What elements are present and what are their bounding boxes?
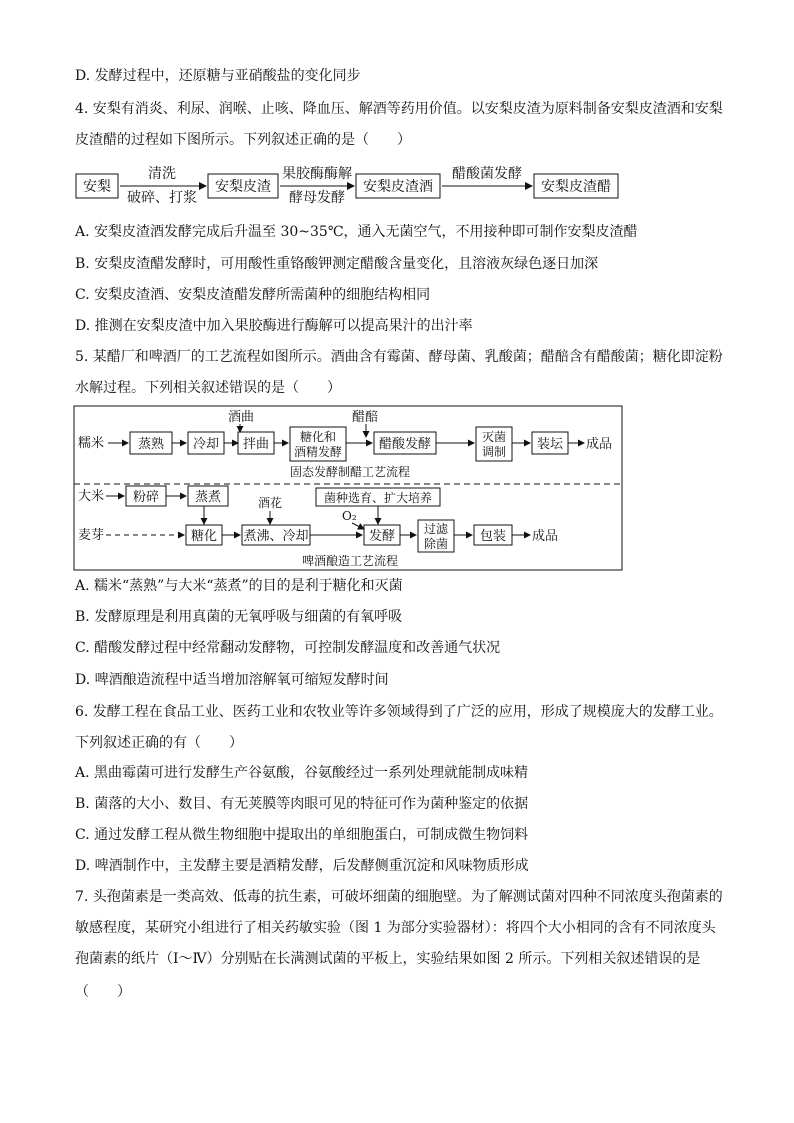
beer-step-boil-label: 煮沸、冷却: [243, 529, 309, 544]
q6-option-b: B. 菌落的大小、数目、有无荚膜等肉眼可见的特征可作为菌种鉴定的依据: [75, 796, 529, 812]
q4-stem-line1: 4. 安梨有消炎、利尿、润喉、止咳、降血压、解酒等药用价值。以安梨皮渣为原料制备安梨皮渣酒和安梨: [75, 101, 723, 117]
q5-option-c: C. 醋酸发酵过程中经常翻动发酵物，可控制发酵温度和改善通气状况: [75, 640, 501, 656]
beer-step-filter-label-2: 除菌: [423, 537, 449, 551]
beer-start-malt: 麦芽: [78, 528, 105, 543]
q4-flow-diagram: [70, 160, 630, 210]
beer-end: 成品: [532, 529, 559, 544]
q6-option-a: A. 黑曲霉菌可进行发酵生产谷氨酸，谷氨酸经过一系列处理就能制成味精: [75, 765, 529, 781]
q6-option-c: C. 通过发酵工程从微生物细胞中提取出的单细胞蛋白，可制成微生物饲料: [75, 827, 529, 843]
beer-caption: 啤酒酿造工艺流程: [301, 554, 399, 568]
vinegar-step-cool-label: 冷却: [192, 437, 220, 452]
vinegar-start: 糯米: [78, 436, 105, 451]
vinegar-step-acetic-label: 醋酸发酵: [378, 437, 432, 452]
q5-stem-line1: 5. 某醋厂和啤酒厂的工艺流程如图所示。酒曲含有霉菌、酵母菌、乳酸菌；醋醅含有醋酸菌；糖化即淀粉: [75, 349, 723, 365]
beer-step-saccharify-label: 糖化: [190, 529, 218, 544]
vinegar-step-steam-label: 蒸熟: [137, 437, 165, 452]
q5-stem-line2: 水解过程。下列相关叙述错误的是（ ）: [75, 380, 341, 396]
q3-option-d: D. 发酵过程中，还原糖与亚硝酸盐的变化同步: [75, 68, 361, 84]
vinegar-step-saccharify-label-1: 糖化和: [299, 430, 337, 444]
q4-box-pomace-label: 安梨皮渣: [215, 179, 271, 195]
vinegar-step-sterilize-label-1: 灭菌: [481, 430, 507, 444]
beer-step-package-label: 包装: [479, 529, 507, 544]
q4-arrow-2-bottom: 酵母发酵: [289, 190, 345, 206]
vinegar-step-mix-label: 拌曲: [242, 437, 270, 452]
q4-stem-line2: 皮渣醋的过程如下图所示。下列叙述正确的是（ ）: [75, 132, 411, 148]
q5-option-d: D. 啤酒酿造流程中适当增加溶解氧可缩短发酵时间: [75, 672, 389, 688]
q7-stem-line3: 孢菌素的纸片（Ⅰ～Ⅳ）分别贴在长满测试菌的平板上，实验结果如图 2 所示。下列相关叙述错误的是: [75, 951, 701, 967]
q4-box-pear-label: 安梨: [83, 179, 111, 195]
beer-step-strain-label: 菌种选育、扩大培养: [323, 491, 433, 505]
beer-start-rice: 大米: [78, 489, 105, 504]
q4-arrow-3-top: 醋酸菌发酵: [452, 166, 522, 182]
q4-box-wine-label: 安梨皮渣酒: [363, 179, 433, 195]
q4-arrow-1-top: 清洗: [148, 166, 176, 182]
q4-box-vinegar-label: 安梨皮渣醋: [541, 179, 611, 195]
beer-step-filter-label-1: 过滤: [423, 522, 449, 536]
beer-step-cook-label: 蒸煮: [194, 490, 222, 505]
beer-add-hops: 酒花: [258, 496, 283, 510]
vinegar-step-saccharify-label-2: 酒精发酵: [293, 445, 343, 459]
q6-stem-line2: 下列叙述正确的有（ ）: [75, 735, 243, 751]
vinegar-step-jar-label: 装坛: [536, 437, 564, 452]
q7-stem-line4: （ ）: [75, 984, 131, 1000]
beer-step-grind-label: 粉碎: [132, 490, 160, 505]
q4-arrow-1-bottom: 破碎、打浆: [127, 190, 197, 206]
vinegar-caption: 固态发酵制醋工艺流程: [289, 465, 411, 479]
q7-stem-line1: 7. 头孢菌素是一类高效、低毒的抗生素，可破坏细菌的细胞壁。为了解测试菌对四种不同浓度头孢菌素的: [75, 889, 723, 905]
beer-oxygen: O₂: [342, 509, 357, 523]
q4-arrow-2-top: 果胶酶酶解: [282, 166, 352, 182]
q4-option-c: C. 安梨皮渣酒、安梨皮渣醋发酵所需菌种的细胞结构相同: [75, 287, 431, 303]
vinegar-step-sterilize-label-2: 调制: [481, 445, 507, 459]
q7-stem-line2: 敏感程度，某研究小组进行了相关药敏实验（图 1 为部分实验器材）：将四个大小相同的含有不同浓度头: [75, 920, 716, 936]
q5-option-b: B. 发酵原理是利用真菌的无氧呼吸与细菌的有氧呼吸: [75, 609, 403, 625]
q6-option-d: D. 啤酒制作中，主发酵主要是酒精发酵，后发酵侧重沉淀和风味物质形成: [75, 858, 529, 874]
vinegar-add-starter: 醋醅: [352, 410, 379, 425]
beer-step-ferment-label: 发酵: [368, 529, 396, 544]
q5-option-a: A. 糯米“蒸熟”与大米“蒸煮”的目的是利于糖化和灭菌: [75, 578, 403, 594]
q4-option-a: A. 安梨皮渣酒发酵完成后升温至 30~35℃，通入无菌空气，不用接种即可制作安梨皮渣醋: [75, 224, 638, 240]
vinegar-end: 成品: [586, 437, 613, 452]
q6-stem-line1: 6. 发酵工程在食品工业、医药工业和农牧业等许多领域得到了广泛的应用，形成了规模庞大的发酵工业。: [75, 704, 723, 720]
q5-process-diagram: [70, 405, 630, 573]
q4-option-b: B. 安梨皮渣醋发酵时，可用酸性重铬酸钾测定醋酸含量变化，且溶液灰绿色逐日加深: [75, 256, 599, 272]
vinegar-add-koji: 酒曲: [228, 410, 255, 425]
q4-option-d: D. 推测在安梨皮渣中加入果胶酶进行酶解可以提高果汁的出汁率: [75, 318, 473, 334]
